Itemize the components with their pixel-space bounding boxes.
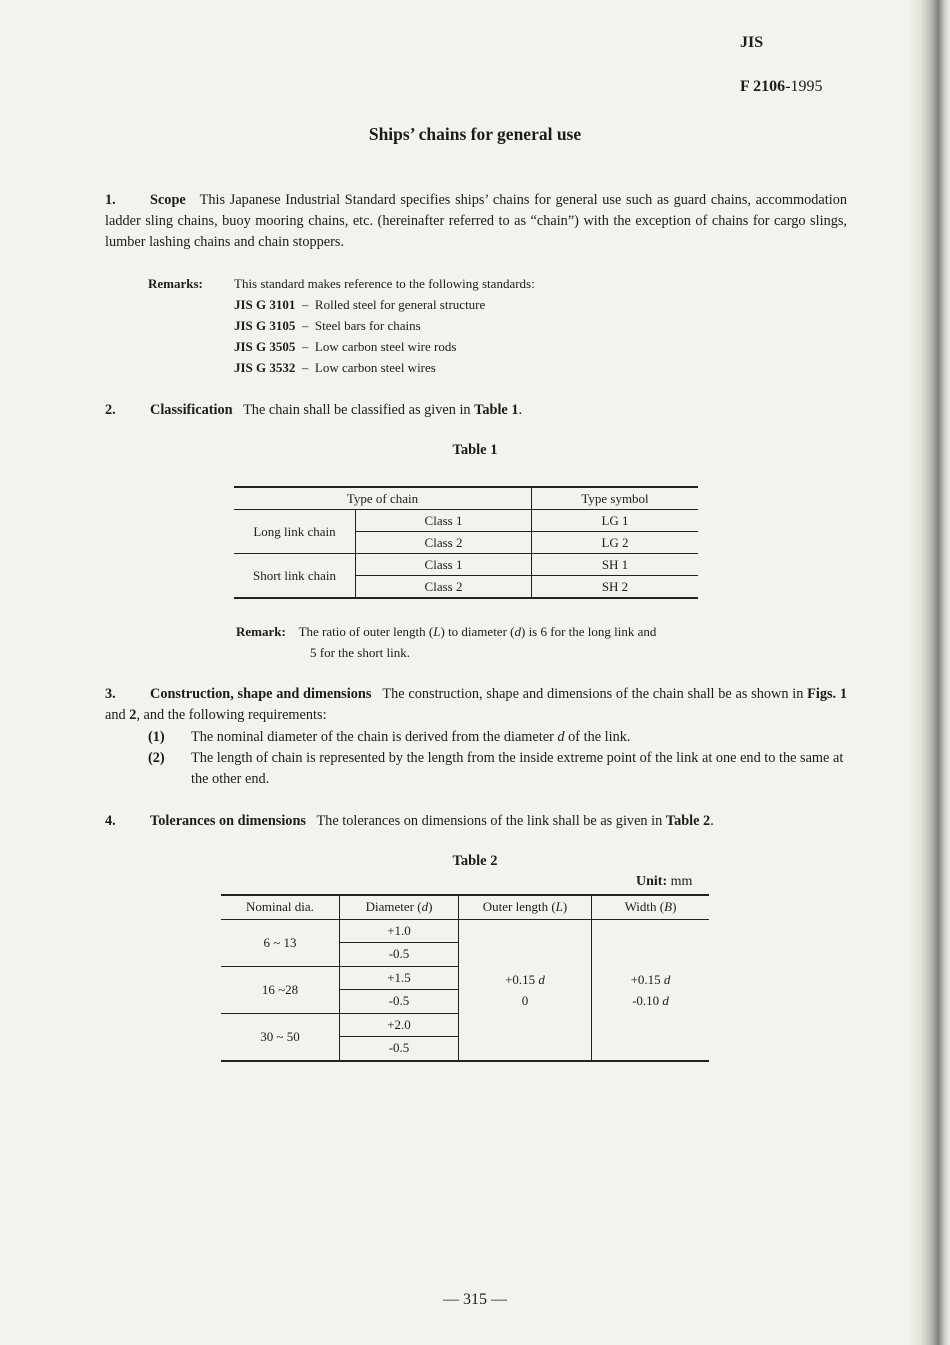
book-spine-edge — [908, 0, 950, 1345]
symbol-cell: SH 2 — [532, 576, 699, 599]
symbol-cell: LG 1 — [532, 510, 699, 532]
table-header-row — [234, 487, 698, 510]
table1-remark-line2: 5 for the short link. — [310, 645, 411, 660]
group-long-link: Long link chain — [234, 510, 356, 554]
table-tolerances — [221, 894, 709, 1062]
remarks-intro: This standard makes reference to the following standards: — [234, 276, 535, 291]
header-code: F 2106-1995 — [740, 78, 823, 95]
table1-remark: Remark: The ratio of outer length (L) to diameter (d) is 6 for the long link and — [236, 624, 657, 639]
class-cell: Class 1 — [356, 510, 532, 532]
section-tolerances: 4. Tolerances on dimensions The tolerances on dimensions of the link shall be as given in Table 2. — [105, 813, 714, 829]
diameter-plus-cell: +2.0 — [340, 1013, 459, 1037]
remarks-label: Remarks: — [148, 276, 203, 291]
reference-item: JIS G 3101 – Rolled steel for general structure — [234, 297, 486, 312]
group-short-link: Short link chain — [234, 554, 356, 599]
class-cell: Class 2 — [356, 532, 532, 554]
table-chain-types — [234, 486, 698, 599]
list-item: (2) The length of chain is represented by the length from the inside extreme point of the link at one end to the same at the other end. — [148, 750, 844, 787]
class-cell: Class 1 — [356, 554, 532, 576]
table-row — [234, 554, 698, 576]
section-scope: 1. Scope This Japanese Industrial Standard specifies ships’ chains for general use such as guard chains, accommodation ladder sling chains, buoy mooring chains, etc. (hereinafter referred to as “chain”) with the exception of chains for cargo slings, lumber lashing chains and chain stoppers. — [105, 192, 847, 250]
page-number: — 315 — — [443, 1291, 507, 1308]
section-construction: 3. Construction, shape and dimensions The construction, shape and dimensions of the chain shall be as shown in Figs. 1 and 2, and the following requirements: — [105, 686, 847, 723]
list-item: (1) The nominal diameter of the chain is derived from the diameter d of the link. — [148, 729, 631, 745]
outer-length-cell: +0.15 d 0 — [459, 919, 592, 1061]
nominal-dia-cell: 16 ~28 — [221, 966, 340, 1013]
table2-unit: Unit: mm — [636, 874, 693, 889]
diameter-minus-cell: -0.5 — [340, 943, 459, 967]
header-outer-length: Outer length (L) — [459, 895, 592, 919]
width-cell: +0.15 d -0.10 d — [592, 919, 710, 1061]
diameter-plus-cell: +1.0 — [340, 919, 459, 943]
section-classification: 2. Classification The chain shall be classified as given in Table 1. — [105, 402, 523, 418]
symbol-cell: SH 1 — [532, 554, 699, 576]
reference-item: JIS G 3505 – Low carbon steel wire rods — [234, 339, 457, 354]
table-header-row — [221, 895, 709, 919]
class-cell: Class 2 — [356, 576, 532, 599]
reference-item: JIS G 3105 – Steel bars for chains — [234, 318, 421, 333]
diameter-plus-cell: +1.5 — [340, 966, 459, 990]
nominal-dia-cell: 6 ~ 13 — [221, 919, 340, 966]
table1-caption: Table 1 — [452, 442, 498, 458]
header-diameter: Diameter (d) — [340, 895, 459, 919]
diameter-minus-cell: -0.5 — [340, 990, 459, 1014]
header-org: JIS — [740, 34, 764, 51]
diameter-minus-cell: -0.5 — [340, 1037, 459, 1061]
header-type-of-chain: Type of chain — [234, 487, 532, 510]
symbol-cell: LG 2 — [532, 532, 699, 554]
page-title: Ships’ chains for general use — [368, 124, 582, 144]
table2-caption: Table 2 — [452, 853, 498, 869]
nominal-dia-cell: 30 ~ 50 — [221, 1013, 340, 1061]
header-type-symbol: Type symbol — [532, 487, 699, 510]
table-row — [234, 510, 698, 532]
reference-item: JIS G 3532 – Low carbon steel wires — [234, 360, 436, 375]
header-nominal-dia: Nominal dia. — [221, 895, 340, 919]
header-width: Width (B) — [592, 895, 710, 919]
table-row — [221, 919, 709, 943]
